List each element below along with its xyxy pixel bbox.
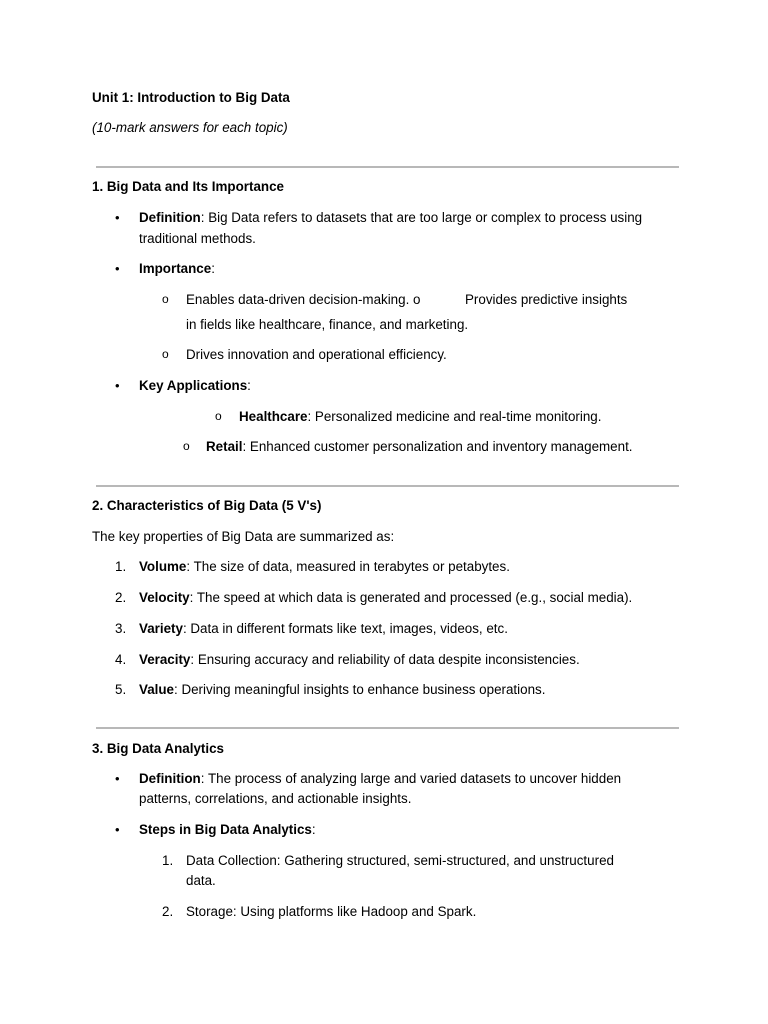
definition-term: Definition: [139, 771, 201, 786]
importance-sub-1b: Provides predictive insights: [465, 292, 628, 307]
divider: [96, 485, 679, 487]
bullet-marker: •: [115, 771, 120, 786]
section-2-intro: The key properties of Big Data are summarized as:: [92, 529, 395, 544]
definition-text-cont: patterns, correlations, and actionable insights.: [139, 791, 412, 806]
list-item: Velocity: The speed at which data is generated and processed (e.g., social media).: [139, 590, 633, 605]
list-number: 2.: [162, 904, 174, 919]
section-1-heading: 1. Big Data and Its Importance: [92, 179, 284, 194]
retail-term: Retail: [206, 439, 243, 454]
list-item: Value: Deriving meaningful insights to enhance business operations.: [139, 682, 546, 697]
circle-marker: o: [215, 409, 222, 423]
list-number: 5.: [115, 682, 127, 697]
healthcare-item: Healthcare: Personalized medicine and real-time monitoring.: [239, 409, 602, 424]
unit-title: Unit 1: Introduction to Big Data: [92, 90, 290, 105]
list-number: 4.: [115, 652, 127, 667]
importance-sub-2: Drives innovation and operational efficiency.: [186, 347, 447, 362]
definition-text: : Big Data refers to datasets that are too large or complex to process using: [200, 210, 643, 225]
key-applications-item: Key Applications:: [139, 378, 251, 393]
steps-term: Steps in Big Data Analytics: [139, 822, 312, 837]
retail-item: Retail: Enhanced customer personalization and inventory management.: [206, 439, 633, 454]
definition-text-cont: traditional methods.: [139, 231, 256, 246]
importance-colon: :: [211, 261, 215, 276]
step-item: Data Collection: Gathering structured, semi-structured, and unstructured: [186, 853, 614, 868]
circle-marker: o: [162, 347, 169, 361]
circle-marker: o: [162, 292, 169, 306]
list-item: Variety: Data in different formats like text, images, videos, etc.: [139, 621, 508, 636]
key-applications-term: Key Applications: [139, 378, 248, 393]
importance-sub-1-cont: in fields like healthcare, finance, and marketing.: [186, 317, 469, 332]
bullet-marker: •: [115, 822, 120, 837]
subtitle: (10-mark answers for each topic): [92, 120, 288, 135]
list-item: Volume: The size of data, measured in terabytes or petabytes.: [139, 559, 510, 574]
circle-marker: o: [183, 439, 190, 453]
section-2-heading: 2. Characteristics of Big Data (5 V's): [92, 498, 322, 513]
bullet-marker: •: [115, 210, 120, 225]
importance-sub-1a: Enables data-driven decision-making. o: [186, 292, 421, 307]
list-number: 1.: [115, 559, 127, 574]
definition-item: Definition: The process of analyzing large and varied datasets to uncover hidden: [139, 771, 622, 786]
divider: [96, 727, 679, 729]
list-number: 2.: [115, 590, 127, 605]
steps-item: Steps in Big Data Analytics:: [139, 822, 316, 837]
step-item-cont: data.: [186, 873, 216, 888]
step-item: Storage: Using platforms like Hadoop and Spark.: [186, 904, 477, 919]
importance-item: [139, 260, 215, 277]
list-number: 1.: [162, 853, 174, 868]
definition-term: Definition: [139, 210, 201, 225]
healthcare-term: Healthcare: [239, 409, 308, 424]
section-3-heading: 3. Big Data Analytics: [92, 741, 224, 756]
bullet-marker: •: [115, 378, 120, 393]
list-item: Veracity: Ensuring accuracy and reliability of data despite inconsistencies.: [139, 652, 580, 667]
divider: [96, 166, 679, 168]
inline-circle-marker: o: [413, 292, 421, 307]
definition-item: [139, 209, 642, 226]
list-number: 3.: [115, 621, 127, 636]
importance-term: Importance: [139, 261, 212, 276]
bullet-marker: •: [115, 261, 120, 276]
